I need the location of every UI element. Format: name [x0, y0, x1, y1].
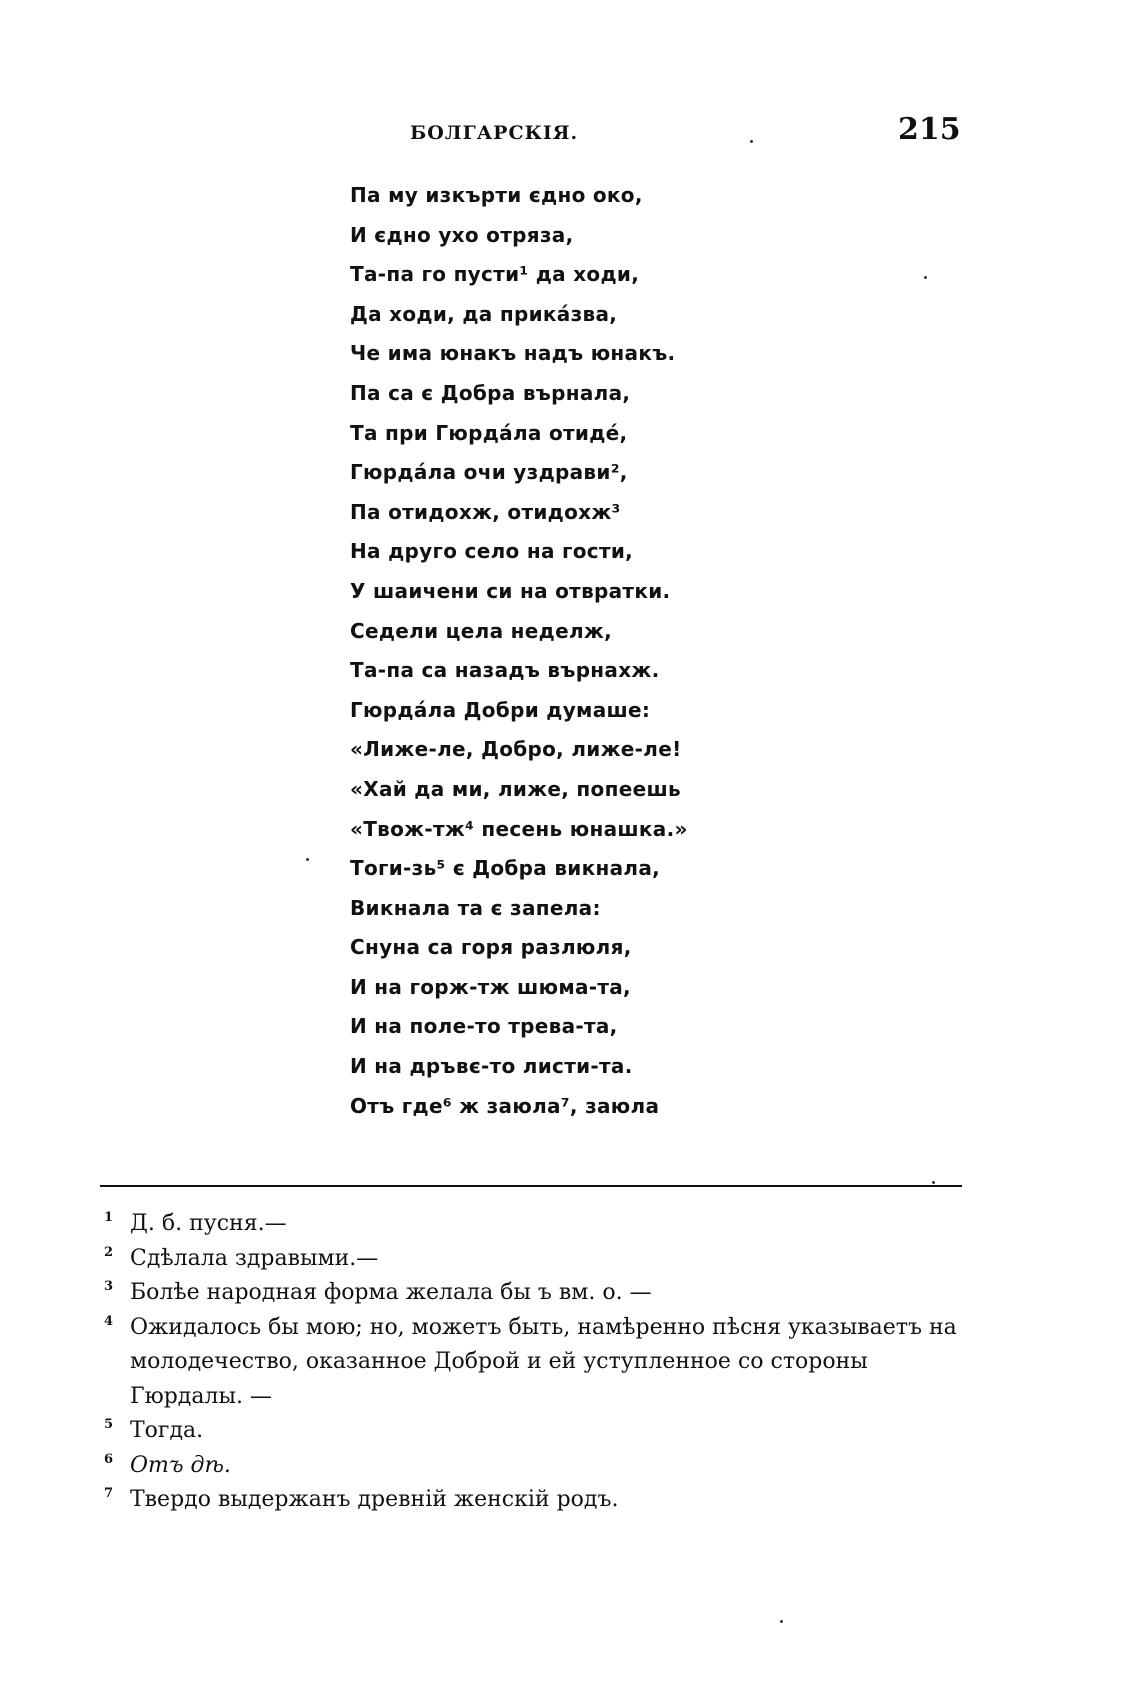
- verse-line: «Хай да ми, лиже, попеешь: [350, 776, 681, 801]
- footnote-text: Болѣе народная форма желала бы ъ вм. о. —: [130, 1280, 652, 1305]
- footnote-text: Отъ дѣ.: [130, 1452, 231, 1478]
- footnote-divider: [100, 1185, 962, 1187]
- footnote-text: Д. б. пусня.—: [130, 1211, 287, 1236]
- verse-line: Викнала та є запела:: [350, 895, 601, 920]
- footnote-number: 3: [104, 1279, 114, 1294]
- verse-line: Та-па го пусти¹ да ходи,: [350, 262, 640, 287]
- scan-speck: [750, 140, 753, 143]
- verse-line: Па отидохж, отидохж³: [350, 499, 621, 524]
- footnote: [100, 1242, 980, 1277]
- verse-line: И на горж-тж шюма-та,: [350, 974, 631, 999]
- verse-line: Че има юнакъ надъ юнакъ.: [350, 341, 676, 366]
- footnote-number: 7: [104, 1486, 114, 1501]
- verse-line: И на дръвє-то листи-та.: [350, 1054, 633, 1079]
- footnote-text: Тогда.: [130, 1418, 204, 1443]
- verse-line: Гюрдáла Добри думаше:: [350, 697, 651, 722]
- verse-line: Снуна са горя разлюля,: [350, 935, 632, 960]
- footnote-text: Ожидалось бы мою; но, можетъ быть, намѣренно пѣсня указываетъ на молодечество, оказанное Доброй и ей уступленное со стороны Гюрдалы. —: [130, 1314, 957, 1409]
- verse-line: Па са є Добра върнала,: [350, 380, 631, 405]
- scan-speck: [780, 1620, 783, 1623]
- verse-line: Та при Гюрдáла отидé,: [350, 420, 628, 445]
- verse-line: Седели цела неделж,: [350, 618, 613, 643]
- verse-line: Та-па са назадъ върнахж.: [350, 658, 660, 683]
- footnote-number: 6: [104, 1451, 114, 1467]
- footnote: [100, 1311, 980, 1415]
- verse-line: «Твож-тж⁴ песень юнашка.»: [350, 816, 688, 841]
- footnote: [100, 1414, 980, 1449]
- verse-line: Да ходи, да прикáзва,: [350, 301, 618, 326]
- footnote-number: 1: [104, 1210, 114, 1225]
- scan-speck: [924, 276, 927, 279]
- footnote: [100, 1207, 980, 1242]
- verse-line: У шаичени си на отвратки.: [350, 578, 671, 603]
- footnotes: [100, 1207, 980, 1518]
- footnote-number: 2: [104, 1244, 114, 1260]
- footnote-text: Сдѣлала здравыми.—: [130, 1245, 379, 1271]
- footnote-text: Твердо выдержанъ древній женскій родъ.: [130, 1487, 619, 1512]
- footnote: [100, 1276, 980, 1311]
- footnote-number: 4: [104, 1313, 114, 1329]
- verse-line: И на поле-то трева-та,: [350, 1014, 618, 1039]
- footnote: [100, 1483, 980, 1518]
- scan-speck: [306, 858, 309, 861]
- scan-speck: [932, 1181, 935, 1184]
- verse-line: Па му изкърти єдно око,: [350, 183, 643, 207]
- verse-line: На друго село на гости,: [350, 539, 634, 564]
- page-number: 215: [898, 112, 961, 147]
- footnote: [100, 1449, 980, 1484]
- verse-line: Тоги-зь⁵ є Добра викнала,: [350, 856, 661, 881]
- poem: [350, 176, 910, 1126]
- verse-line: «Лиже-ле, Добро, лиже-ле!: [350, 737, 682, 762]
- verse-line: Отъ где⁶ ж заюла⁷, заюла: [350, 1093, 660, 1118]
- verse-line: И єдно ухо отряза,: [350, 222, 574, 247]
- verse-line: Гюрдáла очи уздрави²,: [350, 460, 628, 485]
- running-head: БОЛГАРСКІЯ.: [410, 122, 579, 144]
- footnote-number: 5: [104, 1417, 114, 1432]
